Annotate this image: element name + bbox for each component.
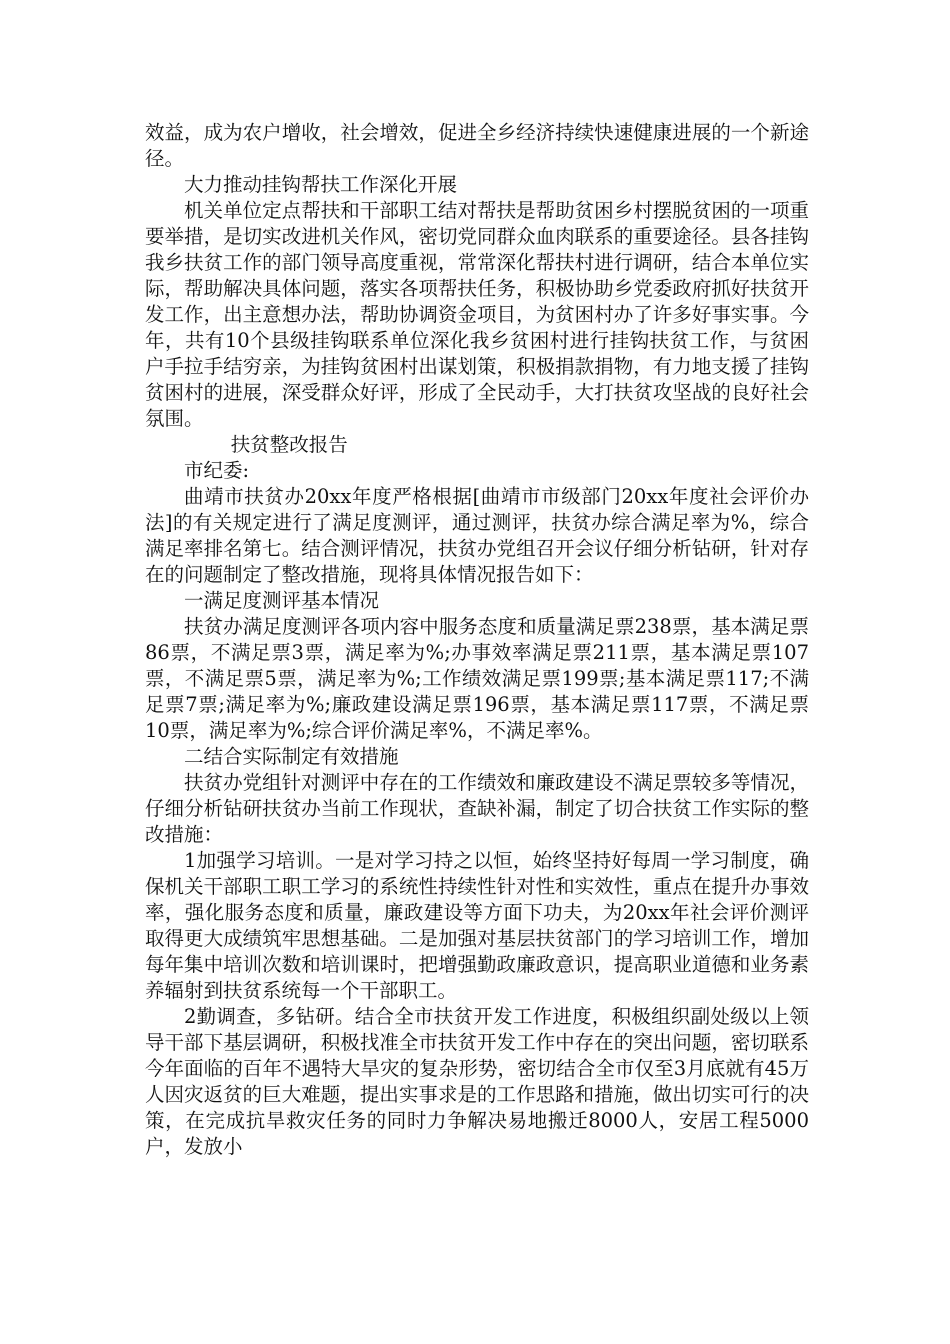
paragraph-measure-2: 2勤调查，多钻研。结合全市扶贫开发工作进度，积极组织副处级以上领导干部下基层调研，积极找准全市扶贫开发工作中存在的突出问题，密切联系今年面临的百年不遇特大旱灾的复杂形势，密切结合全市仅至3月底就有45万人因灾返贫的巨大难题，提出实事求是的工作思路和措施，做出切实可行的决策，在完成抗旱救灾任务的同时力争解决易地搬迁8000人，安居工程5000户，发放小 xyxy=(145,1005,809,1158)
section-heading-measures: 二结合实际制定有效措施 xyxy=(184,745,399,768)
document-page xyxy=(145,120,809,1160)
section-heading-survey-basics: 一满足度测评基本情况 xyxy=(184,589,380,612)
paragraph-survey-results: 扶贫办满足度测评各项内容中服务态度和质量满足票238票，基本满足票86票，不满足票3票，满足率为%;办事效率满足票211票，基本满足票107票，不满足票5票，满足率为%;工作绩效满足票199票;基本满足票117;不满足票7票;满足率为%;廉政建设满足票196票，基本满足票117票，不满足票10票，满足率为%;综合评价满足率%，不满足率%。 xyxy=(145,615,809,742)
paragraph-report-intro: 曲靖市扶贫办20xx年度严格根据[曲靖市市级部门20xx年度社会评价办法]的有关规定进行了满足度测评，通过测评，扶贫办综合满足率为%，综合满足率排名第七。结合测评情况，扶贫办党组召开会议仔细分析钻研，针对存在的问题制定了整改措施，现将具体情况报告如下： xyxy=(145,485,809,586)
report-addressee: 市纪委: xyxy=(184,459,250,482)
report-title: 扶贫整改报告 xyxy=(230,433,348,456)
paragraph-measure-1: 1加强学习培训。一是对学习持之以恒，始终坚持好每周一学习制度，确保机关干部职工职工学习的系统性持续性针对性和实效性，重点在提升办事效率，强化服务态度和质量，廉政建设等方面下功夫，为20xx年社会评价测评取得更大成绩筑牢思想基础。二是加强对基层扶贫部门的学习培训工作，增加每年集中培训次数和培训课时，把增强勤政廉政意识，提高职业道德和业务素养辐射到扶贫系统每一个干部职工。 xyxy=(145,849,809,1002)
paragraph-intro-continuation: 效益，成为农户增收，社会增效，促进全乡经济持续快速健康进展的一个新途径。 xyxy=(145,121,809,170)
section-heading-pairing-assistance: 大力推动挂钩帮扶工作深化开展 xyxy=(184,173,458,196)
paragraph-measures-intro: 扶贫办党组针对测评中存在的工作绩效和廉政建设不满足票较多等情况，仔细分析钻研扶贫办当前工作现状，查缺补漏，制定了切合扶贫工作实际的整改措施： xyxy=(145,771,809,846)
paragraph-pairing-assistance: 机关单位定点帮扶和干部职工结对帮扶是帮助贫困乡村摆脱贫困的一项重要举措，是切实改进机关作风，密切党同群众血肉联系的重要途径。县各挂钩我乡扶贫工作的部门领导高度重视，常常深化帮扶村进行调研，结合本单位实际，帮助解决具体问题，落实各项帮扶任务，积极协助乡党委政府抓好扶贫开发工作，出主意想办法，帮助协调资金项目，为贫困村办了许多好事实事。今年，共有10个县级挂钩联系单位深化我乡贫困村进行挂钩扶贫工作，与贫困户手拉手结穷亲，为挂钩贫困村出谋划策，积极捐款捐物，有力地支援了挂钩贫困村的进展，深受群众好评，形成了全民动手，大打扶贫攻坚战的良好社会氛围。 xyxy=(145,199,809,430)
